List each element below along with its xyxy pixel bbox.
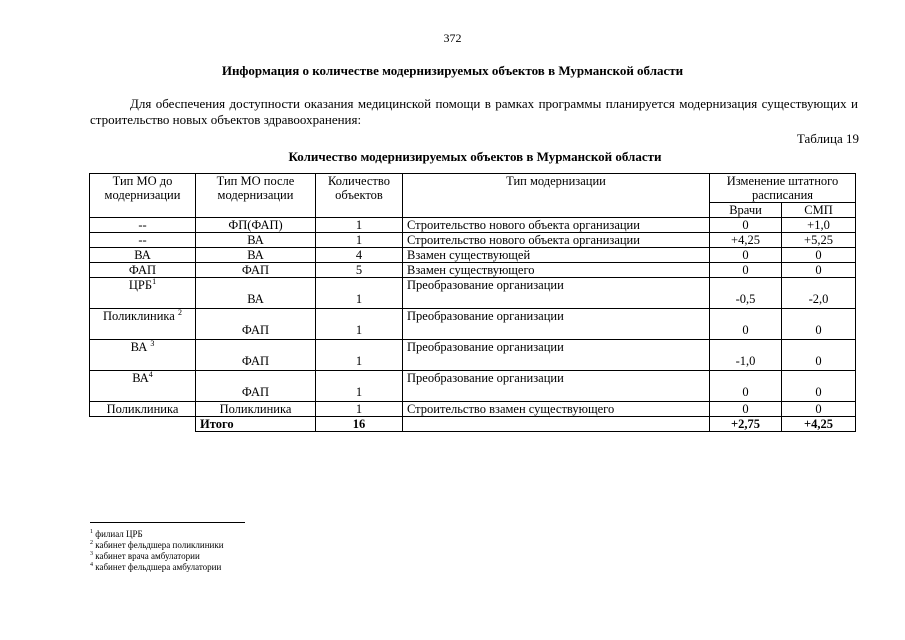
- cell-modernization: Взамен существующего: [403, 263, 710, 278]
- table-row: [90, 278, 856, 309]
- cell-doctors: 0: [710, 309, 782, 340]
- header-modernization: Тип модернизации: [403, 174, 710, 218]
- cell-count: 1: [316, 233, 403, 248]
- cell-doctors: 0: [710, 402, 782, 417]
- table-row: [90, 309, 856, 340]
- cell-type-after: ФАП: [196, 263, 316, 278]
- total-label: Итого: [196, 417, 316, 432]
- table-number: Таблица 19: [796, 131, 859, 146]
- cell-doctors: 0: [710, 371, 782, 402]
- cell-type-after: ФП(ФАП): [196, 218, 316, 233]
- footnote-item: $^3$ кабинет врача амбулатории: [90, 551, 200, 561]
- cell-count: 5: [316, 263, 403, 278]
- cell-modernization: Преобразование организации: [403, 278, 710, 309]
- cell-count: 1: [316, 340, 403, 371]
- table-body: [90, 218, 856, 417]
- cell-doctors: 0: [710, 218, 782, 233]
- cell-type-after: ФАП: [196, 371, 316, 402]
- cell-modernization: Строительство нового объекта организации: [403, 218, 710, 233]
- cell-modernization: Преобразование организации: [403, 309, 710, 340]
- cell-doctors: -1,0: [710, 340, 782, 371]
- cell-type-after: Поликлиника: [196, 402, 316, 417]
- footnote-ref: 3: [150, 338, 155, 348]
- cell-smp: 0: [782, 263, 856, 278]
- cell-count: 4: [316, 248, 403, 263]
- header-type-after: Тип МО после модернизации: [196, 174, 316, 218]
- footnote-item: $^4$ кабинет фельдшера амбулатории: [90, 562, 222, 572]
- section-heading: Информация о количестве модернизируемых объектов в Мурманской области: [221, 63, 684, 78]
- cell-type-before: --: [90, 218, 196, 233]
- footnote-separator: [90, 522, 245, 523]
- cell-smp: 0: [782, 402, 856, 417]
- cell-doctors: +4,25: [710, 233, 782, 248]
- cell-type-after: ВА: [196, 248, 316, 263]
- table-row: [90, 218, 856, 233]
- table-row: [90, 402, 856, 417]
- page-number: 372: [443, 31, 462, 45]
- cell-type-before: Поликлиника $^2$: [90, 309, 196, 340]
- total-smp: +4,25: [782, 417, 856, 432]
- cell-smp: 0: [782, 371, 856, 402]
- footnote-ref: 4: [148, 369, 153, 379]
- footnote-ref: 2: [177, 307, 182, 317]
- cell-smp: +5,25: [782, 233, 856, 248]
- intro-paragraph: Для обеспечения доступности оказания медицинской помощи в рамках программы планируется модернизация существующих и строительство новых объектов здравоохранения:: [90, 96, 858, 127]
- table-row: [90, 263, 856, 278]
- cell-type-before: --: [90, 233, 196, 248]
- header-row: [90, 174, 856, 203]
- cell-type-before: ФАП: [90, 263, 196, 278]
- cell-count: 1: [316, 309, 403, 340]
- table-title: Количество модернизируемых объектов в Мурманской области: [288, 149, 662, 164]
- total-count: 16: [316, 417, 403, 432]
- cell-modernization: Преобразование организации: [403, 371, 710, 402]
- cell-smp: 0: [782, 248, 856, 263]
- total-doctors: +2,75: [710, 417, 782, 432]
- table-row: [90, 233, 856, 248]
- header-smp: СМП: [782, 203, 856, 218]
- total-empty-cell: [90, 417, 196, 432]
- footnote-item: $^2$ кабинет фельдшера поликлиники: [90, 540, 224, 550]
- cell-type-after: ВА: [196, 233, 316, 248]
- cell-doctors: -0,5: [710, 278, 782, 309]
- footnote-ref: 1: [152, 276, 157, 286]
- cell-modernization: Строительство взамен существующего: [403, 402, 710, 417]
- cell-smp: +1,0: [782, 218, 856, 233]
- header-staff-change: Изменение штатного расписания: [710, 174, 856, 203]
- cell-type-before: ЦРБ$^1$: [90, 278, 196, 309]
- cell-type-after: ВА: [196, 278, 316, 309]
- modernization-table: [89, 173, 856, 432]
- total-modernization-empty: [403, 417, 710, 432]
- table-row: [90, 340, 856, 371]
- cell-modernization: Строительство нового объекта организации: [403, 233, 710, 248]
- footnotes: [90, 529, 224, 573]
- table-row: [90, 371, 856, 402]
- header-type-before: Тип МО до модернизации: [90, 174, 196, 218]
- cell-count: 1: [316, 278, 403, 309]
- cell-count: 1: [316, 218, 403, 233]
- cell-smp: -2,0: [782, 278, 856, 309]
- cell-type-before: ВА $^3$: [90, 340, 196, 371]
- cell-doctors: 0: [710, 248, 782, 263]
- table-row: [90, 248, 856, 263]
- footnote-item: $^1$ филиал ЦРБ: [90, 529, 143, 539]
- cell-count: 1: [316, 371, 403, 402]
- cell-type-after: ФАП: [196, 340, 316, 371]
- cell-smp: 0: [782, 309, 856, 340]
- cell-type-before: ВА: [90, 248, 196, 263]
- header-doctors: Врачи: [710, 203, 782, 218]
- cell-smp: 0: [782, 340, 856, 371]
- cell-modernization: Преобразование организации: [403, 340, 710, 371]
- cell-type-before: $ВА^4$: [90, 371, 196, 402]
- header-count: Количество объектов: [316, 174, 403, 218]
- cell-type-before: Поликлиника: [90, 402, 196, 417]
- cell-count: 1: [316, 402, 403, 417]
- cell-type-after: ФАП: [196, 309, 316, 340]
- total-row: [90, 417, 856, 432]
- cell-modernization: Взамен существующей: [403, 248, 710, 263]
- cell-doctors: 0: [710, 263, 782, 278]
